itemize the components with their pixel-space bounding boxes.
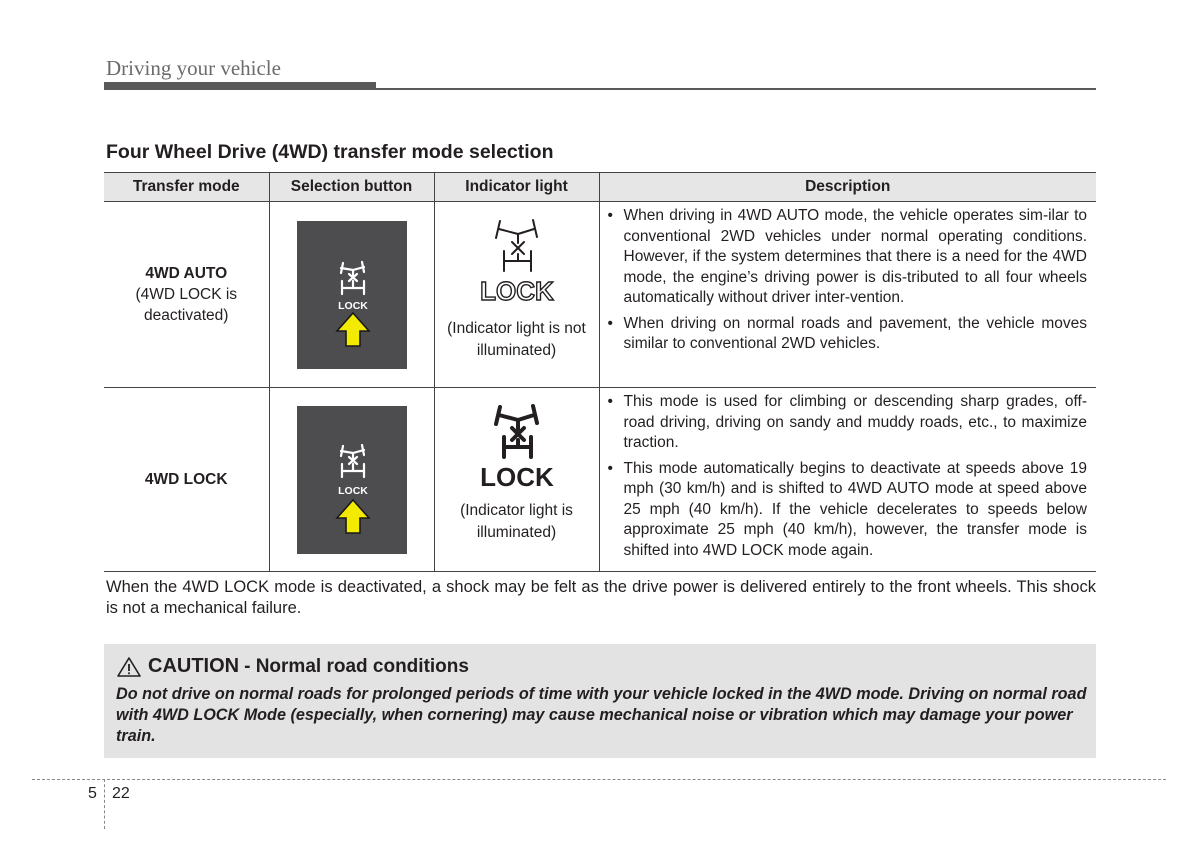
selection-button-cell: [269, 388, 434, 572]
description-list: [608, 392, 1088, 561]
indicator-note: (Indicator light is not illuminated): [447, 320, 586, 359]
caution-heading: [116, 655, 469, 678]
header-rule-thin: [104, 88, 1096, 90]
footer-rule: [32, 779, 1166, 780]
transfer-mode-cell: [104, 202, 269, 388]
press-arrow-icon: [337, 500, 369, 533]
chapter-number: 5: [88, 785, 97, 802]
selection-button-cell: [269, 202, 434, 388]
mode-name: 4WD AUTO: [145, 265, 228, 282]
description-cell: [599, 388, 1096, 572]
column-header: Transfer mode: [104, 173, 269, 202]
4wd-lock-button-icon: [297, 221, 407, 369]
indicator-note: (Indicator light is illuminated): [460, 502, 573, 541]
description-item: • When driving on normal roads and pavement, the vehicle moves similar to conventional 2WD vehicles.: [608, 314, 1088, 355]
transfer-mode-cell: [104, 388, 269, 572]
indicator-label: LOCK: [479, 462, 554, 492]
column-header: Description: [599, 173, 1096, 202]
column-header: Indicator light: [434, 173, 599, 202]
caution-text: Do not drive on normal roads for prolonged periods of time with your vehicle locked in the 4WD mode. Driving on normal road with 4WD LOCK Mode (especially, when cornering) may cause mechanical noise or vibration which may damage your power train.: [116, 685, 1087, 745]
caution-label: CAUTION: [148, 655, 240, 677]
4wd-lock-indicator-icon: [472, 216, 562, 312]
4wd-lock-indicator-icon: [472, 402, 562, 498]
section-title: Four Wheel Drive (4WD) transfer mode selection: [106, 141, 554, 163]
4wd-lock-button[interactable]: [297, 406, 407, 554]
shock-note: When the 4WD LOCK mode is deactivated, a shock may be felt as the drive power is delivered entirely to the front wheels. This shock is not a mechanical failure.: [106, 578, 1096, 617]
description-item: • This mode is used for climbing or descending sharp grades, off-road driving, driving on sandy and muddy roads, etc., to maximize traction.: [608, 392, 1088, 454]
4wd-lock-button-icon: [297, 406, 407, 554]
press-arrow-icon: [337, 313, 369, 346]
description-list: [608, 206, 1088, 355]
warning-triangle-icon: [116, 656, 142, 678]
caution-subtitle: - Normal road conditions: [244, 655, 469, 677]
indicator-label: LOCK: [479, 276, 554, 306]
table-row: [104, 388, 1096, 572]
footer-divider: [104, 779, 105, 829]
4wd-lock-button[interactable]: [297, 221, 407, 369]
indicator-light-cell: [434, 202, 599, 388]
transfer-mode-table: [104, 172, 1096, 572]
mode-note: (4WD LOCK is deactivated): [135, 286, 238, 324]
description-item: • When driving in 4WD AUTO mode, the vehicle operates sim-ilar to conventional 2WD vehicles under normal operating conditions. However, if the system determines that there is a need for the 4WD mode, the engine’s driving power is dis-tributed to all four wheels automatically without driver inter-vention.: [608, 206, 1088, 309]
button-label: LOCK: [337, 484, 368, 497]
table-row: [104, 202, 1096, 388]
button-label: LOCK: [337, 299, 368, 312]
page-number: 22: [112, 785, 130, 802]
running-header: Driving your vehicle: [106, 56, 281, 80]
caution-box: [104, 644, 1096, 758]
description-item: • This mode automatically begins to deactivate at speeds above 19 mph (30 km/h) and is shifted to 4WD AUTO mode at speed above 25 mph (40 km/h). If the vehicle decelerates to speeds below approximate 25 mph (40 km/h), however, the transfer mode is shifted into 4WD LOCK mode again.: [608, 459, 1088, 562]
column-header: Selection button: [269, 173, 434, 202]
description-cell: [599, 202, 1096, 388]
table-header-row: [104, 173, 1096, 202]
indicator-light-cell: [434, 388, 599, 572]
mode-name: 4WD LOCK: [144, 471, 228, 488]
